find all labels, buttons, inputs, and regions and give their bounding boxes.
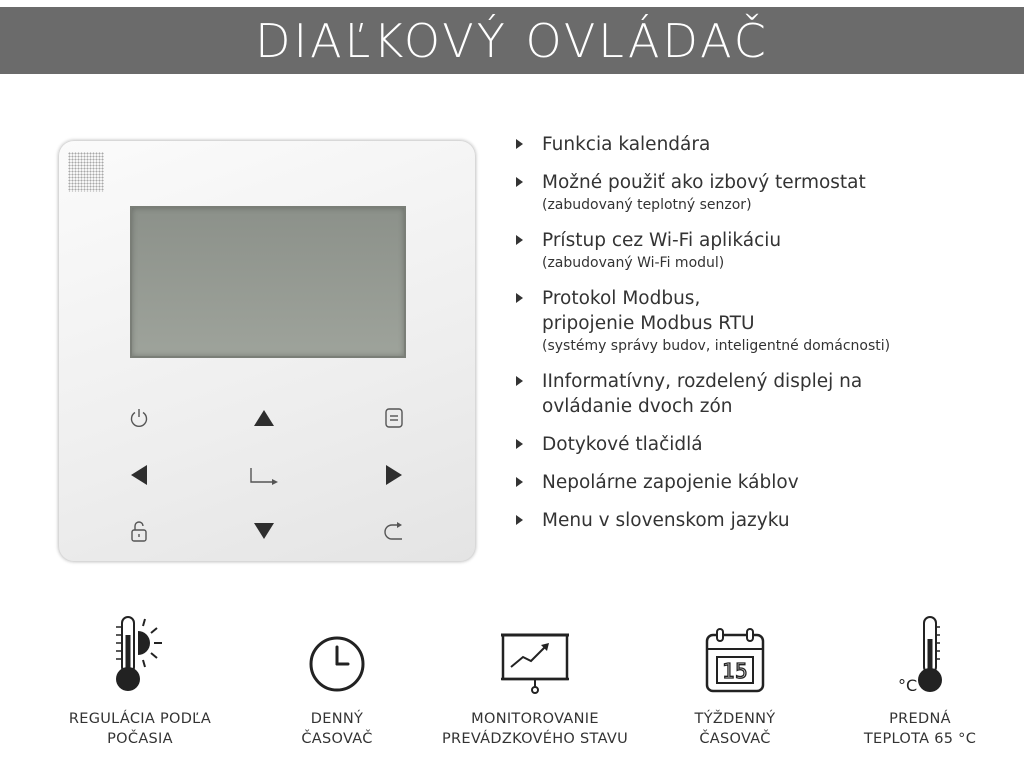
triangle-left-icon <box>130 464 148 486</box>
feature-list-item <box>516 132 996 157</box>
feature-text: Nepolárne zapojenie káblov <box>542 472 799 493</box>
weather-regulation-feature <box>40 610 240 749</box>
clock-icon <box>306 633 368 695</box>
bullet-icon <box>516 439 523 449</box>
feature-text: Protokol Modbus, <box>542 288 701 309</box>
right-button[interactable] <box>374 458 414 492</box>
enter-arrow-icon <box>248 464 280 486</box>
menu-icon <box>384 407 404 429</box>
bullet-icon <box>516 139 523 149</box>
feature-list-item <box>516 170 996 215</box>
remote-controller-device <box>58 140 476 562</box>
feature-text: Funkcia kalendára <box>542 134 711 155</box>
feature-note: (zabudovaný Wi-Fi modul) <box>542 255 725 271</box>
triangle-right-icon <box>385 464 403 486</box>
feature-text: IInformatívny, rozdelený displej na <box>542 371 863 392</box>
feature-list-item <box>516 369 996 419</box>
celsius-unit-label: °C <box>898 676 918 695</box>
menu-button[interactable] <box>374 401 414 435</box>
weekly-timer-feature <box>660 610 810 749</box>
calendar-day-text: 15 <box>722 659 748 683</box>
enter-button[interactable] <box>244 458 284 492</box>
feature-label: REGULÁCIA PODĽA POČASIA <box>68 711 212 747</box>
chart-board-icon <box>499 629 571 695</box>
back-arrow-icon <box>382 520 406 542</box>
feature-list-item <box>516 286 996 356</box>
bullet-icon <box>516 376 523 386</box>
page-title: DIAĽKOVÝ OVLÁDAČ <box>255 13 769 68</box>
unlock-button[interactable] <box>119 514 159 548</box>
power-button[interactable] <box>119 401 159 435</box>
status-monitoring-feature <box>420 610 650 749</box>
triangle-down-icon <box>253 522 275 540</box>
up-button[interactable] <box>244 401 284 435</box>
feature-note: (zabudovaný teplotný senzor) <box>542 197 752 213</box>
feature-label: DENNÝ ČASOVAČ <box>301 711 373 747</box>
thermometer-sun-icon <box>110 613 170 695</box>
unlock-icon <box>128 519 150 543</box>
feature-label: TÝŽDENNÝ ČASOVAČ <box>694 711 776 747</box>
power-icon <box>128 407 150 429</box>
feature-text: pripojenie Modbus RTU <box>542 313 755 334</box>
feature-note: (systémy správy budov, inteligentné domácnosti) <box>542 338 891 354</box>
triangle-up-icon <box>253 409 275 427</box>
lcd-display <box>130 206 406 358</box>
features-list <box>516 132 996 546</box>
back-button[interactable] <box>374 514 414 548</box>
bullet-icon <box>516 177 523 187</box>
flow-temperature-feature <box>840 610 1000 749</box>
speaker-grille <box>68 152 104 192</box>
feature-list-item <box>516 508 996 533</box>
calendar-icon <box>703 627 767 695</box>
left-button[interactable] <box>119 458 159 492</box>
bullet-icon <box>516 293 523 303</box>
feature-text: Menu v slovenskom jazyku <box>542 510 790 531</box>
feature-text: Dotykové tlačidlá <box>542 434 703 455</box>
title-banner <box>0 7 1024 74</box>
daily-timer-feature <box>262 610 412 749</box>
feature-list-item <box>516 228 996 273</box>
feature-list-item <box>516 470 996 495</box>
feature-text: Možné použiť ako izbový termostat <box>542 172 866 193</box>
down-button[interactable] <box>244 514 284 548</box>
bullet-icon <box>516 515 523 525</box>
thermometer-icon <box>890 615 950 695</box>
feature-text: ovládanie dvoch zón <box>542 396 733 417</box>
feature-label: MONITOROVANIE PREVÁDZKOVÉHO STAVU <box>441 711 629 747</box>
bullet-icon <box>516 235 523 245</box>
feature-text: Prístup cez Wi-Fi aplikáciu <box>542 230 782 251</box>
bullet-icon <box>516 477 523 487</box>
feature-label: PREDNÁ TEPLOTA 65 °C <box>863 711 977 747</box>
feature-list-item <box>516 432 996 457</box>
